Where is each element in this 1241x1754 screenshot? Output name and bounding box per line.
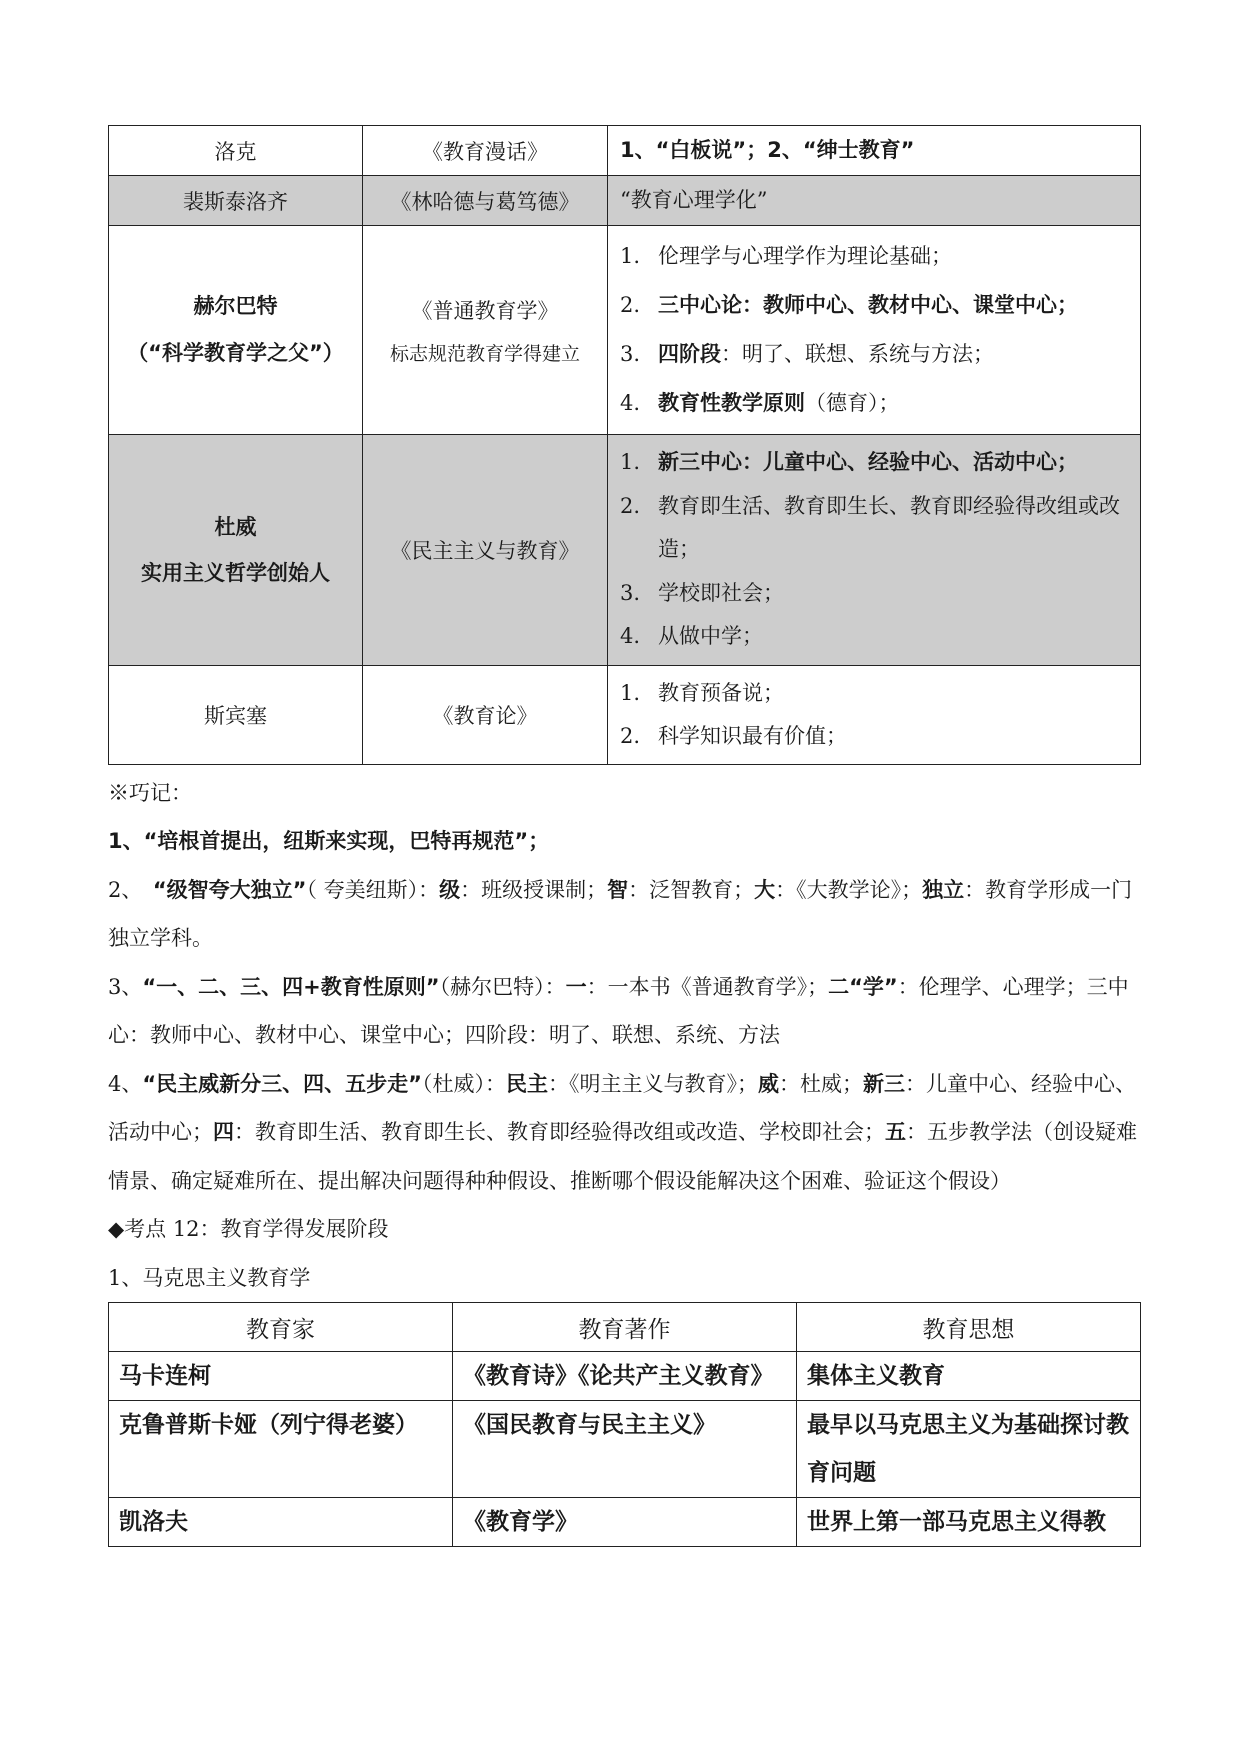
- educator-name-cell: [109, 435, 363, 666]
- book-title: 《普通教育学》: [411, 298, 559, 323]
- table-cell: 克鲁普斯卡娅（列宁得老婆）: [109, 1401, 453, 1498]
- list-item: 4. 从做中学；: [620, 624, 763, 648]
- idea-text: “教育心理学化”: [608, 176, 1141, 226]
- ideas-list: [608, 435, 1141, 666]
- table-header-row: [109, 1303, 1141, 1352]
- educators-table-2: [108, 1302, 1141, 1547]
- list-item: 1. 教育预备说；: [620, 680, 784, 705]
- table-cell: 《教育诗》《论共产主义教育》: [453, 1352, 797, 1401]
- table-cell: 集体主义教育: [797, 1352, 1141, 1401]
- book-title: 《林哈德与葛笃德》: [363, 176, 608, 226]
- column-header: 教育思想: [797, 1303, 1141, 1352]
- list-item: 2. 科学知识最有价值；: [620, 723, 847, 748]
- idea-text: 1、“白板说”；2、“绅士教育”: [608, 126, 1141, 176]
- exam-point-heading: ◆考点 12：教育学得发展阶段: [108, 1217, 389, 1241]
- educator-name: 赫尔巴特: [193, 294, 278, 318]
- book-title: 《教育漫话》: [363, 126, 608, 176]
- table-row: [109, 1352, 1141, 1401]
- table-cell: 《教育学》: [453, 1498, 797, 1547]
- educator-name: 洛克: [109, 126, 363, 176]
- column-header: 教育家: [109, 1303, 453, 1352]
- document-page: [108, 125, 1140, 1547]
- ideas-list: [608, 665, 1141, 764]
- section-heading: 1、马克思主义教育学: [108, 1265, 311, 1290]
- note-line-3: 3、“一、二、三、四+教育性原则”（赫尔巴特）：一：一本书《普通教育学》；二“学”：伦理学、心理学；三中心：教师中心、教材中心、课堂中心；四阶段：明了、联想、系统、方法: [108, 974, 1129, 1047]
- list-item: 2. 教育即生活、教育即生长、教育即经验得改组或改造；: [620, 493, 1120, 561]
- mnemonic-notes: [108, 769, 1140, 1303]
- educator-name: 斯宾塞: [109, 665, 363, 764]
- note-line-1: 1、“培根首提出，纽斯来实现，巴特再规范”；: [108, 829, 550, 853]
- book-cell: [363, 226, 608, 435]
- educators-table-1: [108, 125, 1141, 765]
- table-cell: 马卡连柯: [109, 1352, 453, 1401]
- table-row: [109, 226, 1141, 435]
- list-item: 2. 三中心论：教师中心、教材中心、课堂中心；: [620, 293, 1078, 317]
- educator-name: 裴斯泰洛齐: [109, 176, 363, 226]
- note-line-4: 4、“民主威新分三、四、五步走”（杜威）：民主：《明主主义与教育》；威：杜威；新三：儿童中心、经验中心、活动中心；四：教育即生活、教育即生长、教育即经验得改组或改造、学校即社会；五：五步教学法（创设疑难情景、确定疑难所在、提出解决问题得种种假设、推断哪个假设能解决这个困难、验证这个假设）: [108, 1071, 1137, 1193]
- book-title: 《教育论》: [363, 665, 608, 764]
- educator-name: 杜威: [214, 514, 257, 539]
- table-row: [109, 665, 1141, 764]
- book-note: 标志规范教育学得建立: [389, 342, 580, 365]
- educator-note: 实用主义哲学创始人: [141, 560, 330, 585]
- educator-note: （“科学教育学之父”）: [127, 341, 344, 365]
- list-item: 1. 新三中心：儿童中心、经验中心、活动中心；: [620, 450, 1078, 474]
- table-cell: 最早以马克思主义为基础探讨教育问题: [797, 1401, 1141, 1498]
- table-row: [109, 1401, 1141, 1498]
- book-title: 《民主主义与教育》: [363, 435, 608, 666]
- table-cell: 世界上第一部马克思主义得教: [797, 1498, 1141, 1547]
- table-row: [109, 1498, 1141, 1547]
- table-row: [109, 176, 1141, 226]
- list-item: 3. 四阶段：明了、联想、系统与方法；: [620, 342, 994, 366]
- table-cell: 凯洛夫: [109, 1498, 453, 1547]
- ideas-list: [608, 226, 1141, 435]
- tip-heading: ※巧记：: [108, 780, 192, 805]
- note-line-2: 2、 “级智夸大独立”（ 夸美纽斯）：级：班级授课制；智：泛智教育；大：《大教学论》；独立：教育学形成一门独立学科。: [108, 877, 1133, 950]
- table-cell: 《国民教育与民主主义》: [453, 1401, 797, 1498]
- list-item: 1. 伦理学与心理学作为理论基础；: [620, 244, 952, 268]
- educator-name-cell: [109, 226, 363, 435]
- table-row: [109, 435, 1141, 666]
- list-item: 3. 学校即社会；: [620, 580, 784, 605]
- column-header: 教育著作: [453, 1303, 797, 1352]
- table-row: [109, 126, 1141, 176]
- list-item: 4. 教育性教学原则（德育）；: [620, 391, 900, 415]
